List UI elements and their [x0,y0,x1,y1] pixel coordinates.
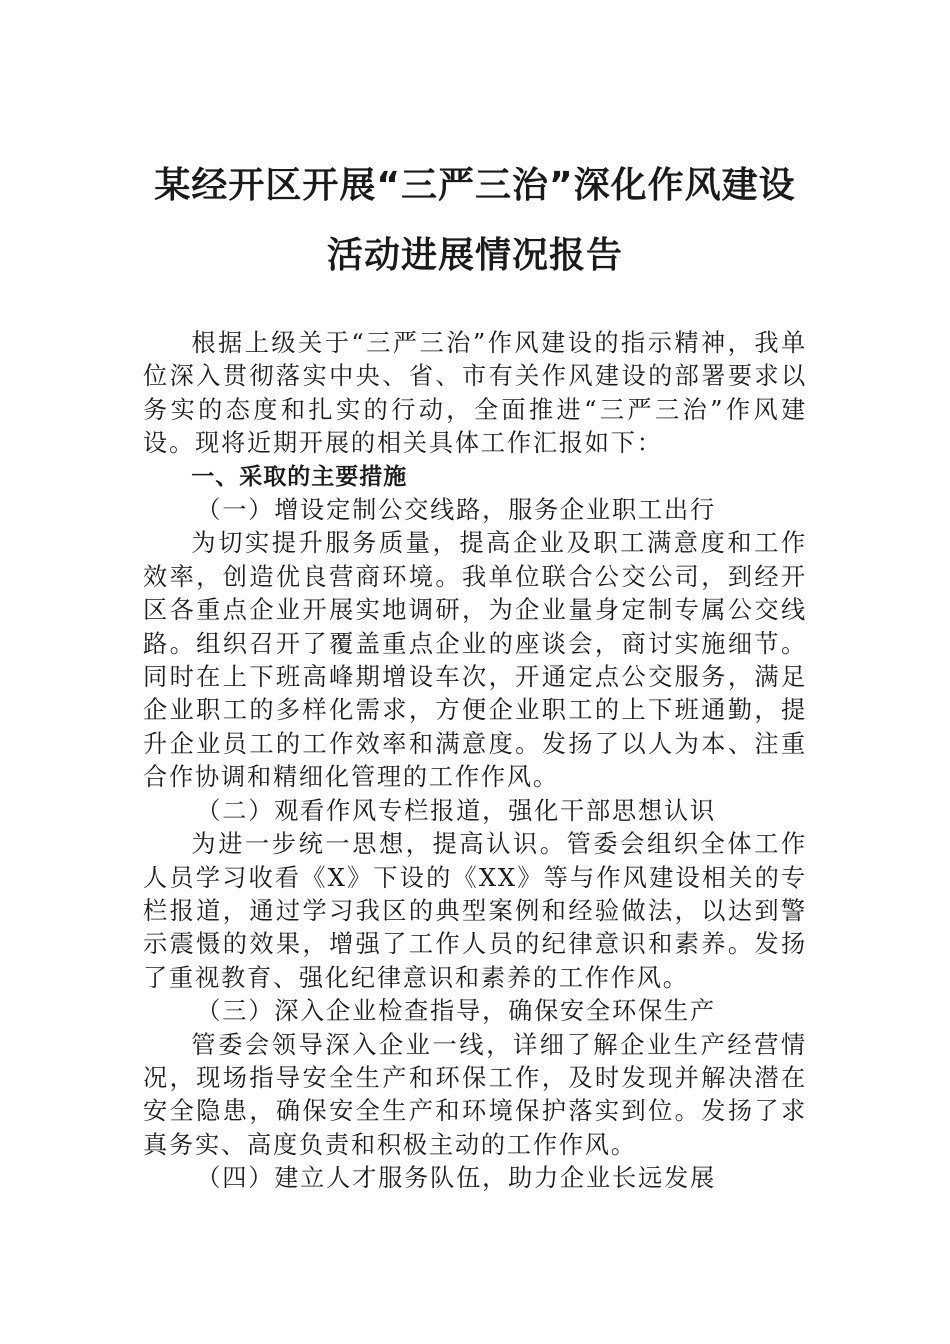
subheading-column-reports: （二）观看作风专栏报道，强化干部思想认识 [196,796,716,825]
paragraph-column-reports: 为进一步统一思想，提高认识。管委会组织全体工作人员学习收看《X》下设的《XX》等与作风建设相关的专栏报道，通过学习我区的典型案例和经验做法，以达到警示震慑的效果，增强了工作人员的纪律意识和素养。发扬了重视教育、强化纪律意识和素养的工作作风。 [143,830,807,992]
section-heading-measures: 一、采取的主要措施 [191,463,408,490]
document-body [143,327,807,1196]
document-title-line-2: 活动进展情况报告 [326,235,623,276]
subheading-safety-inspection: （三）深入企业检查指导，确保安全环保生产 [196,997,716,1026]
paragraph-safety-inspection: 管委会领导深入企业一线，详细了解企业生产经营情况，现场指导安全生产和环保工作，及时发现并解决潜在安全隐患，确保安全生产和环境保护落实到位。发扬了求真务实、高度负责和积极主动的工作作风。 [143,1030,807,1159]
intro-paragraph: 根据上级关于“三严三治”作风建设的指示精神，我单位深入贯彻落实中央、省、市有关作风建设的部署要求以务实的态度和扎实的行动，全面推进“三严三治”作风建设。现将近期开展的相关具体工作汇报如下： [143,329,807,458]
document-title-line-1: 某经开区开展“三严三治”深化作风建设 [154,165,796,206]
subheading-bus-routes: （一）增设定制公交线路，服务企业职工出行 [196,496,716,525]
subheading-talent-service: （四）建立人才服务队伍，助力企业长远发展 [196,1164,716,1193]
paragraph-bus-routes: 为切实提升服务质量，提高企业及职工满意度和工作效率，创造优良营商环境。我单位联合公交公司，到经开区各重点企业开展实地调研，为企业量身定制专属公交线路。组织召开了覆盖重点企业的座谈会，商讨实施细节。同时在上下班高峰期增设车次，开通定点公交服务，满足企业职工的多样化需求，方便企业职工的上下班通勤，提升企业员工的工作效率和满意度。发扬了以人为本、注重合作协调和精细化管理的工作作风。 [143,529,807,792]
